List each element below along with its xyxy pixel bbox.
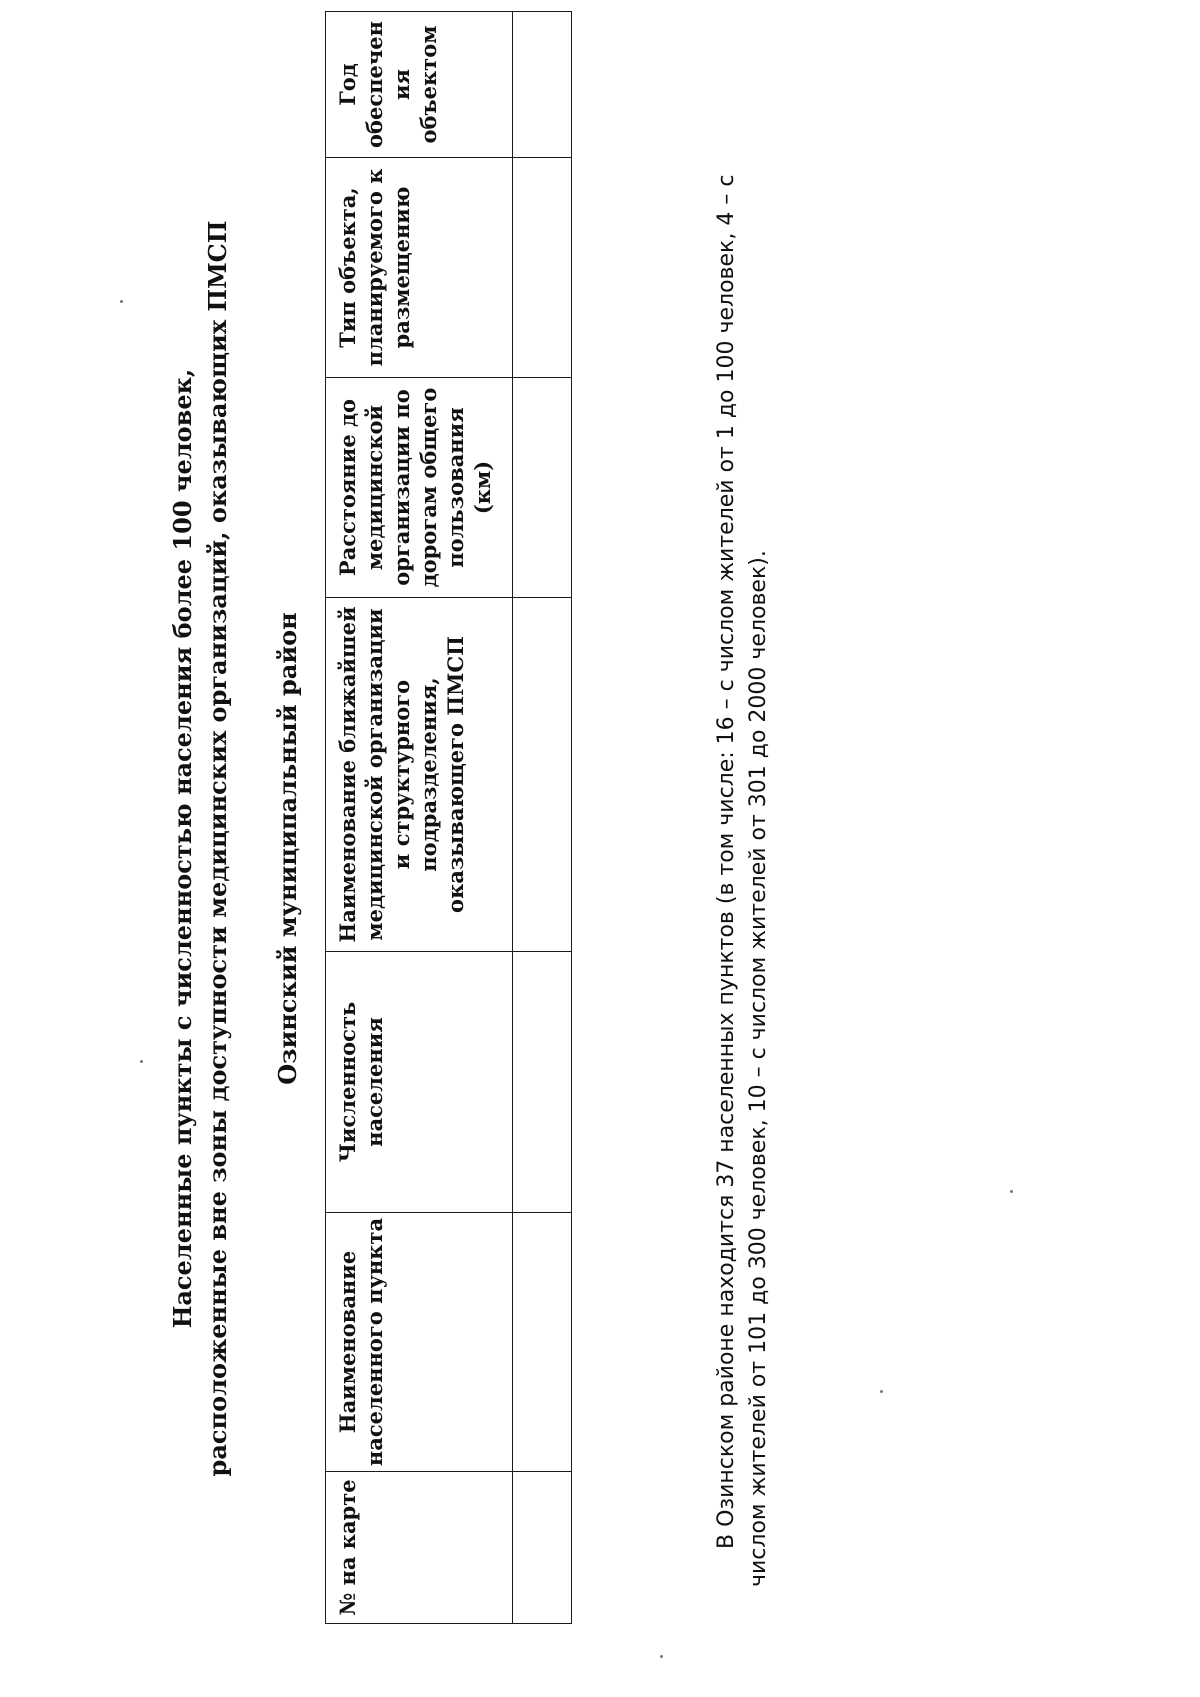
table-row: [513, 12, 572, 1624]
scan-speck: [1010, 1190, 1013, 1193]
scan-speck: [880, 1390, 883, 1393]
table-cell: [513, 598, 572, 952]
table-cell: [513, 378, 572, 598]
table-cell: [513, 1472, 572, 1624]
header-population: Численность населения: [326, 952, 513, 1213]
district-heading: Озинский муниципальный район: [273, 612, 302, 1085]
header-distance-km: Расстояние до медицинской организации по дорогам общего пользования (км): [326, 378, 513, 598]
summary-note-line-2: числом жителей от 101 до 300 человек, 10 – с числом жителей от 301 до 2000 человек).: [746, 550, 771, 1587]
table-cell: [513, 1213, 572, 1472]
header-object-type: Тип объекта, планируемого к размещению: [326, 158, 513, 378]
summary-note-line-1: В Озинском районе находится 37 населенных пунктов (в том числе: 16 – с числом жителей от 1 до 100 человек, 4 – с: [714, 174, 739, 1549]
table-cell: [513, 952, 572, 1213]
header-provision-year: Год обеспечения объектом: [326, 12, 513, 158]
header-map-number: № на карте: [326, 1472, 513, 1624]
page-title-line-2: расположенные вне зоны доступности медицинских организаций, оказывающих ПМСП: [203, 220, 232, 1477]
settlements-table: [325, 11, 572, 1624]
table-header-row: [326, 12, 513, 1624]
scan-speck: [120, 300, 123, 303]
header-nearest-medical-organization: Наименование ближайшей медицинской организации и структурного подразделения, оказывающего ПМСП: [326, 598, 513, 952]
header-settlement-name: Наименование населенного пункта: [326, 1213, 513, 1472]
scan-speck: [660, 1655, 663, 1658]
table-cell: [513, 158, 572, 378]
scan-speck: [140, 1060, 143, 1063]
page-title-line-1: Населенные пункты с численностью населения более 100 человек,: [168, 368, 197, 1329]
table-cell: [513, 12, 572, 158]
